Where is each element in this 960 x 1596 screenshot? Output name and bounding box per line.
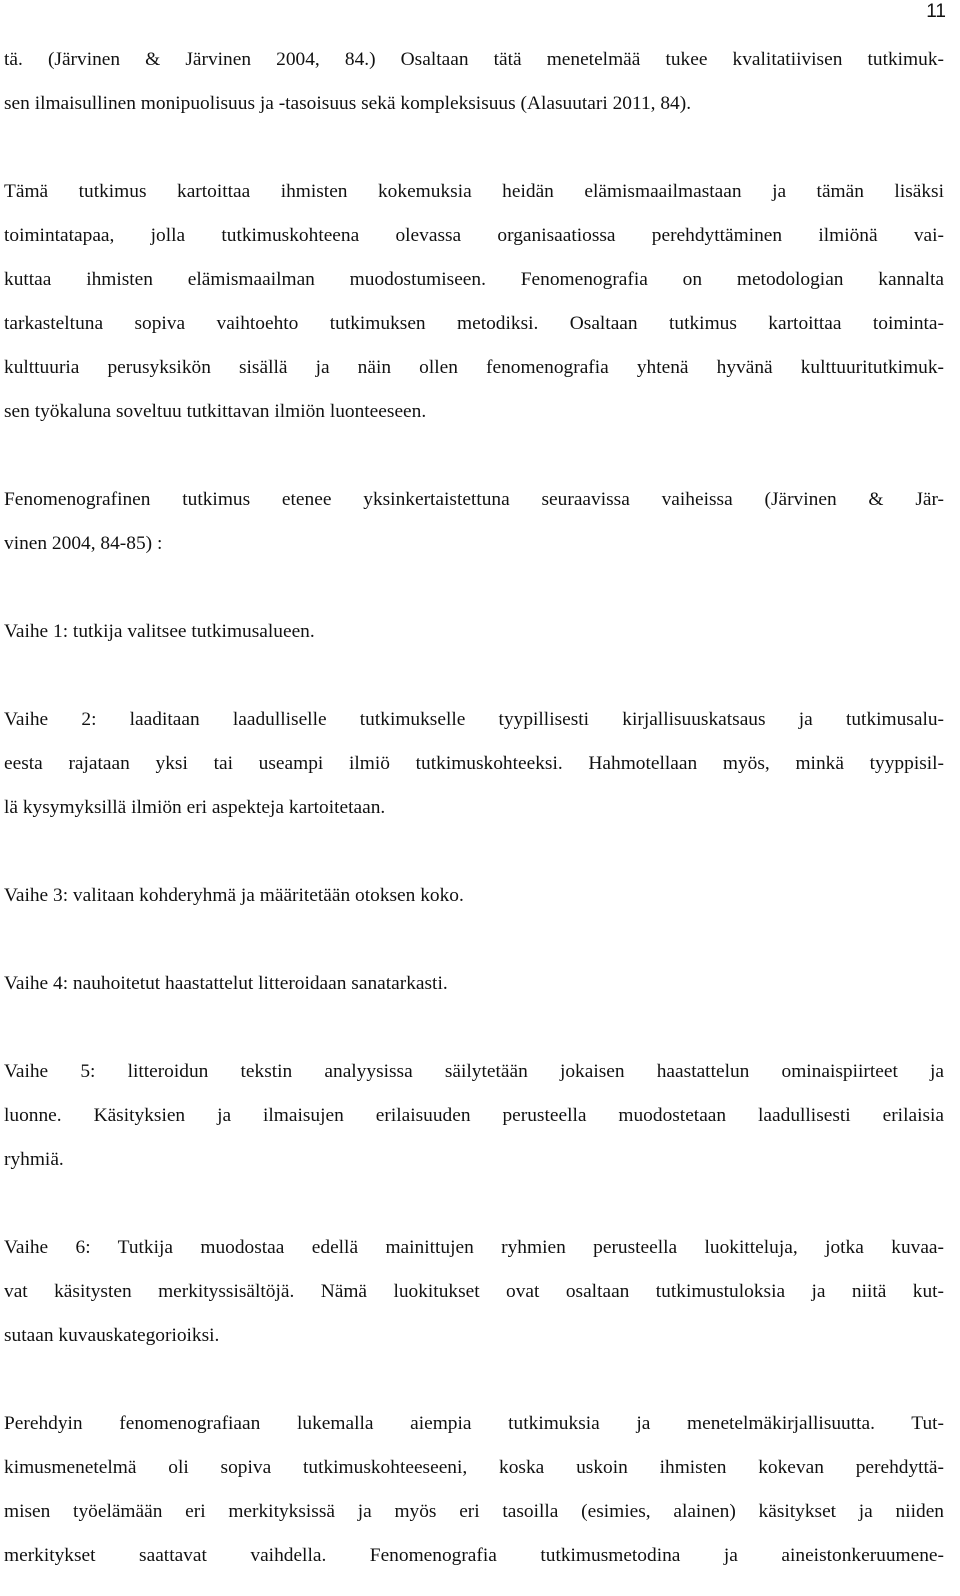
paragraph-gap [4,126,944,170]
text-line: Vaihe 4: nauhoitetut haastattelut litteroidaan sanatarkasti. [4,973,448,994]
text-line: sutaan kuvauskategorioiksi. [4,1325,220,1346]
text-line: Vaihe 5: litteroidun tekstin analyysissa säilytetään jokaisen haastattelun ominaispiirteet ja [4,1061,944,1082]
document-body [4,38,944,1578]
paragraph [4,610,944,654]
text-line: lä kysymyksillä ilmiön eri aspekteja kartoitetaan. [4,797,386,818]
paragraph [4,1050,944,1182]
text-line: Tämä tutkimus kartoittaa ihmisten kokemuksia heidän elämismaailmastaan ja tämän lisäksi [4,181,944,202]
text-line: Perehdyin fenomenografiaan lukemalla aiempia tutkimuksia ja menetelmäkirjallisuutta. Tut- [4,1413,944,1434]
text-line: kimusmenetelmä oli sopiva tutkimuskohteeseeni, koska uskoin ihmisten kokevan perehdyttä- [4,1457,944,1478]
paragraph [4,698,944,830]
text-line: Vaihe 1: tutkija valitsee tutkimusalueen. [4,621,315,642]
paragraph [4,1402,944,1578]
text-line: sen ilmaisullinen monipuolisuus ja -tasoisuus sekä kompleksisuus (Alasuutari 2011, 84). [4,93,692,114]
paragraph [4,1226,944,1358]
text-line: luonne. Käsityksien ja ilmaisujen erilaisuuden perusteella muodostetaan laadullisesti erilaisia [4,1105,944,1126]
paragraph-gap [4,830,944,874]
text-line: ryhmiä. [4,1149,64,1170]
paragraph [4,962,944,1006]
paragraph [4,170,944,434]
text-line: misen työelämään eri merkityksissä ja myös eri tasoilla (esimies, alainen) käsitykset ja niiden [4,1501,944,1522]
text-line: Vaihe 2: laaditaan laadulliselle tutkimukselle tyypillisesti kirjallisuuskatsaus ja tutkimusalu- [4,709,944,730]
text-line: Vaihe 6: Tutkija muodostaa edellä mainittujen ryhmien perusteella luokitteluja, jotka kuvaa- [4,1237,944,1258]
text-line: toimintatapaa, jolla tutkimuskohteena olevassa organisaatiossa perehdyttäminen ilmiönä vai- [4,225,944,246]
page-number: 11 [926,1,946,22]
paragraph-gap [4,654,944,698]
text-line: Vaihe 3: valitaan kohderyhmä ja määritetään otoksen koko. [4,885,464,906]
paragraph-gap [4,1358,944,1402]
paragraph [4,874,944,918]
text-line: vat käsitysten merkityssisältöjä. Nämä luokitukset ovat osaltaan tutkimustuloksia ja niitä kut- [4,1281,944,1302]
paragraph [4,38,944,126]
paragraph [4,478,944,566]
text-line: kuttaa ihmisten elämismaailman muodostumiseen. Fenomenografia on metodologian kannalta [4,269,944,290]
paragraph-gap [4,1182,944,1226]
text-line: tarkasteltuna sopiva vaihtoehto tutkimuksen metodiksi. Osaltaan tutkimus kartoittaa toiminta- [4,313,944,334]
paragraph-gap [4,1006,944,1050]
text-line: merkitykset saattavat vaihdella. Fenomenografia tutkimusmetodina ja aineistonkeruumene- [4,1545,944,1566]
paragraph-gap [4,566,944,610]
text-line: vinen 2004, 84-85) : [4,533,163,554]
text-line: tä. (Järvinen & Järvinen 2004, 84.) Osaltaan tätä menetelmää tukee kvalitatiivisen tutkimuk- [4,49,944,70]
text-line: eesta rajataan yksi tai useampi ilmiö tutkimuskohteeksi. Hahmotellaan myös, minkä tyyppisil- [4,753,944,774]
text-line: kulttuuria perusyksikön sisällä ja näin ollen fenomenografia yhtenä hyvänä kulttuuritutkimuk- [4,357,944,378]
paragraph-gap [4,434,944,478]
text-line: Fenomenografinen tutkimus etenee yksinkertaistettuna seuraavissa vaiheissa (Järvinen & Jär- [4,489,944,510]
paragraph-gap [4,918,944,962]
text-line: sen työkaluna soveltuu tutkittavan ilmiön luonteeseen. [4,401,427,422]
